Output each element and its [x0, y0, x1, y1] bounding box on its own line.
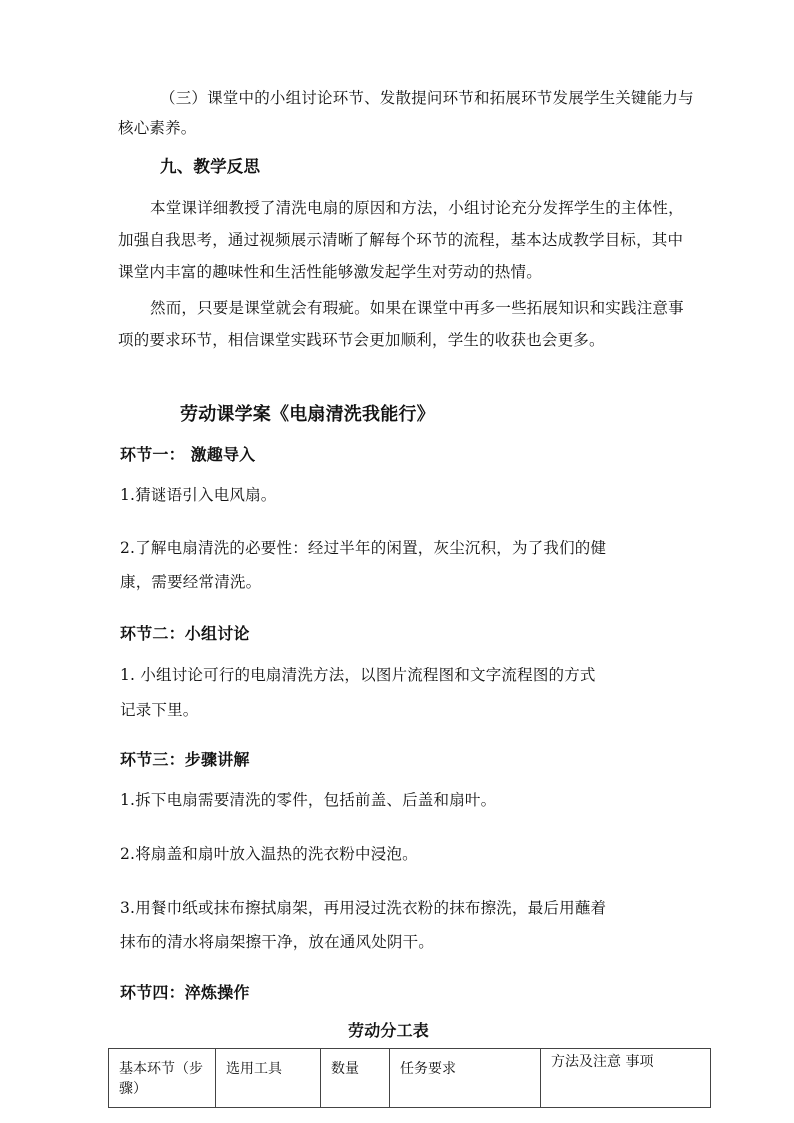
- section3-heading: 环节三：步骤讲解: [120, 750, 250, 769]
- header-tools: 选用工具: [216, 1049, 321, 1108]
- section3-item3-line2: 抹布的清水将扇架擦干净，放在通风处阴干。: [120, 933, 435, 951]
- header-task-requirement: 任务要求: [390, 1049, 541, 1108]
- reflection-para1-line2: 加强自我思考，通过视频展示清晰了解每个环节的流程，基本达成教学目标，其中: [118, 231, 684, 249]
- reflection-para1-line3: 课堂内丰富的趣味性和生活性能够激发起学生对劳动的热情。: [118, 263, 542, 281]
- section3-item1: 1.拆下电扇需要清洗的零件，包括前盖、后盖和扇叶。: [120, 791, 497, 809]
- reflection-para2-line2: 项的要求环节，相信课堂实践环节会更加顺利，学生的收获也会更多。: [118, 331, 605, 349]
- section2-item1-line2: 记录下里。: [120, 701, 199, 719]
- reflection-item3-line1: （三）课堂中的小组讨论环节、发散提问环节和拓展环节发展学生关键能力与: [160, 89, 694, 107]
- header-basic-step: 基本环节（步骤）: [109, 1049, 216, 1108]
- table-header-row: [109, 1049, 711, 1108]
- reflection-heading: 九、教学反思: [160, 157, 261, 176]
- reflection-para2-line1: 然而，只要是课堂就会有瑕疵。如果在课堂中再多一些拓展知识和实践注意事: [150, 299, 684, 317]
- reflection-item3-line2: 核心素养。: [118, 119, 197, 137]
- section1-item1: 1.猜谜语引入电风扇。: [120, 486, 277, 504]
- section1-item2-line1: 2.了解电扇清洗的必要性：经过半年的闲置，灰尘沉积，为了我们的健: [120, 539, 607, 557]
- lesson-title: 劳动课学案《电扇清洗我能行》: [180, 404, 435, 425]
- labor-division-table: [108, 1048, 711, 1108]
- section2-item1-line1: 1. 小组讨论可行的电扇清洗方法，以图片流程图和文字流程图的方式: [120, 666, 596, 684]
- section1-heading: 环节一： 激趣导入: [120, 445, 256, 464]
- header-method-notes: 方法及注意 事项: [541, 1049, 711, 1108]
- section1-item2-line2: 康，需要经常清洗。: [120, 573, 262, 591]
- section3-item2: 2.将扇盖和扇叶放入温热的洗衣粉中浸泡。: [120, 845, 418, 863]
- section2-heading: 环节二：小组讨论: [120, 624, 250, 643]
- section4-heading: 环节四：淬炼操作: [120, 983, 250, 1002]
- header-quantity: 数量: [321, 1049, 390, 1108]
- section3-item3-line1: 3.用餐巾纸或抹布擦拭扇架，再用浸过洗衣粉的抹布擦洗，最后用蘸着: [120, 899, 607, 917]
- reflection-para1-line1: 本堂课详细教授了清洗电扇的原因和方法，小组讨论充分发挥学生的主体性，: [150, 199, 684, 217]
- table-caption: 劳动分工表: [348, 1021, 430, 1040]
